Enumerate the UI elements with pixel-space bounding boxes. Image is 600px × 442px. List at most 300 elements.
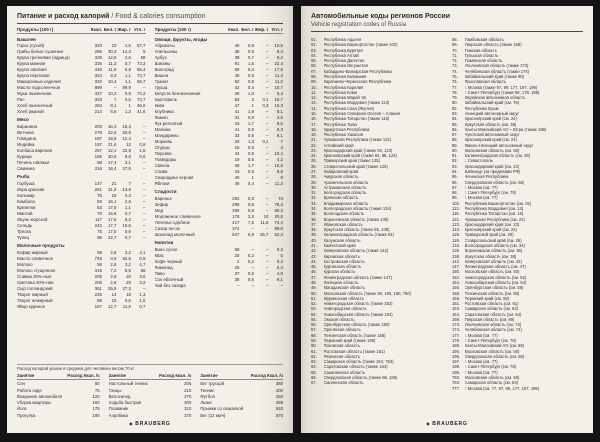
- product-name: Малина: [154, 126, 171, 132]
- value-kcal: 299: [232, 201, 240, 207]
- region-code: 41.: [311, 242, 317, 248]
- region-name: Ямало-Ненецкий автономный округ: [464, 142, 534, 148]
- region-code: 86.: [452, 126, 458, 132]
- value-carbs: 0,9: [139, 255, 146, 261]
- brand-diamond-icon: ◆: [426, 421, 431, 426]
- value-protein: 0,9: [247, 48, 254, 54]
- value-kcal: 26: [234, 264, 240, 270]
- product-name: Макаронные изделия: [17, 78, 61, 84]
- region-name: Еврейская автономная область: [464, 95, 526, 101]
- value-carbs: 11,2: [274, 78, 283, 84]
- value-carbs: 46,6: [136, 102, 146, 108]
- value-protein: 0,8: [247, 207, 254, 213]
- region-code: 173.: [452, 322, 461, 328]
- product-name: Камбала: [17, 198, 35, 204]
- region-name: Владимирская область: [323, 200, 369, 206]
- region-name: Омская область: [323, 316, 355, 322]
- value-carbs: –: [143, 84, 146, 90]
- product-name: Хлеб пшеничный: [17, 102, 53, 108]
- value-kcal: 40: [234, 174, 240, 180]
- product-name: Икра красная: [17, 186, 45, 192]
- region-code: 14.: [311, 105, 317, 111]
- value-fat: –: [266, 180, 269, 186]
- region-code: 142.: [452, 258, 461, 264]
- section-title: Молочные продукты: [17, 243, 65, 249]
- value-kcal: 286: [94, 48, 102, 54]
- product-name: Вино сухое: [154, 246, 178, 252]
- product-name: Квас: [154, 252, 164, 258]
- value-carbs: 10,5: [274, 42, 283, 48]
- page-title-food: [17, 13, 283, 24]
- value-kcal: 316: [94, 165, 102, 171]
- region-code: 79.: [452, 95, 458, 101]
- product-name: Горбуша: [17, 180, 35, 186]
- value-protein: 12,7: [107, 303, 117, 309]
- value-kcal: 899: [94, 84, 102, 90]
- value-fat: –: [266, 144, 269, 150]
- activity-name: Бег (12 км/ч): [200, 412, 226, 418]
- value-carbs: 10,7: [274, 84, 283, 90]
- value-kcal: 83: [97, 198, 102, 204]
- value-carbs: 10,3: [274, 102, 283, 108]
- region-name: Ленинградская область (также 147): [323, 274, 392, 280]
- value-fat: 2,6: [124, 54, 131, 60]
- region-code: 32.: [311, 195, 317, 201]
- region-code: 09.: [311, 79, 317, 85]
- title-en: Vehicle registration codes of Russia: [311, 22, 407, 28]
- region-name: Мурманская область: [323, 295, 364, 301]
- activity-kcal: 570: [275, 412, 284, 418]
- region-name: Республика Татарстан (также 116): [323, 116, 390, 122]
- value-fat: 22,8: [122, 147, 131, 153]
- product-name: Курица: [17, 153, 32, 159]
- product-name: Шоколад молочный: [154, 231, 195, 237]
- region-code: 68.: [452, 37, 458, 42]
- value-kcal: 178: [232, 213, 240, 219]
- value-protein: 6,6: [110, 108, 117, 114]
- value-carbs: –: [143, 216, 146, 222]
- brand-logo: [311, 419, 583, 427]
- product-name: Виноград: [154, 66, 174, 72]
- region-name: г. Санкт-Петербург (также 98, 178, 198): [464, 89, 540, 95]
- activities-rows-1: [17, 381, 100, 419]
- region-code: 23.: [311, 147, 317, 153]
- value-kcal: 214: [94, 108, 102, 114]
- product-name: Окунь морской: [17, 216, 48, 222]
- value-fat: 11,5: [122, 303, 131, 309]
- value-kcal: 38: [234, 48, 240, 54]
- value-fat: 27,3: [122, 285, 131, 291]
- value-carbs: 1,5: [139, 147, 146, 153]
- region-name: Нижегородская область (см. 52): [464, 274, 527, 280]
- value-protein: 2: [251, 96, 254, 102]
- region-name: Ханты-Мансийский АО – Югра (также 186): [464, 126, 547, 132]
- value-protein: 0,8: [247, 144, 254, 150]
- region-name: Волгоградская область (см. 34): [464, 242, 525, 248]
- activity-name: Йога: [17, 406, 27, 412]
- value-carbs: 3,2: [139, 279, 146, 285]
- value-fat: 1: [128, 102, 131, 108]
- region-code: 10.: [311, 84, 317, 90]
- region-code: 71.: [452, 52, 458, 58]
- product-name: Груша: [154, 84, 168, 90]
- value-fat: 7: [128, 180, 131, 186]
- value-kcal: 257: [94, 147, 102, 153]
- value-fat: 14,3: [122, 48, 131, 54]
- value-fat: 99,9: [122, 84, 131, 90]
- region-code: 38.: [311, 227, 317, 233]
- activity-name: Футбол: [200, 393, 215, 399]
- region-name: Тамбовская область: [464, 37, 504, 42]
- product-name: Печень говяжья: [17, 159, 50, 165]
- activity-name: Прыжки со скакалкой: [200, 406, 244, 412]
- region-name: Кировская область: [323, 253, 360, 259]
- region-column-2: [452, 37, 583, 419]
- region-name: Ростовская область (также 161): [323, 348, 385, 354]
- value-carbs: 5: [280, 252, 283, 258]
- product-name: Крупа гречневая (ядрица): [17, 54, 70, 60]
- region-name: Калининградская область (см. 39): [464, 153, 531, 159]
- product-name: Сахар-песок: [154, 225, 181, 231]
- region-code: 113.: [452, 206, 460, 211]
- value-carbs: 6,4: [276, 264, 283, 270]
- header-kcal: Ккал.: [228, 27, 240, 32]
- region-name: Забайкальский край (см. 75): [464, 100, 520, 106]
- value-kcal: 374: [232, 225, 240, 231]
- value-carbs: 3,6: [139, 273, 146, 279]
- region-name: Камчатский край: [323, 242, 356, 248]
- region-code: 88.: [452, 137, 458, 143]
- value-carbs: 3,6: [276, 114, 283, 120]
- value-protein: 1,3: [247, 138, 254, 144]
- value-carbs: 65,4: [136, 66, 146, 72]
- region-code: 91.: [452, 153, 458, 159]
- value-carbs: 0,8: [139, 141, 146, 147]
- value-kcal: 206: [94, 279, 102, 285]
- activities-header: [109, 373, 192, 380]
- value-fat: 8,8: [124, 153, 131, 159]
- value-fat: 1,1: [124, 72, 131, 78]
- region-code: 82.: [452, 105, 458, 111]
- value-kcal: 38: [234, 54, 240, 60]
- region-code: 102.: [452, 200, 461, 206]
- food-column-1: [17, 27, 146, 361]
- value-kcal: 33: [234, 132, 240, 138]
- region-code: 15.: [311, 110, 317, 116]
- region-name: Красноярский край (также 84, 88, 124): [323, 153, 397, 159]
- region-name: Удмуртская Республика: [323, 126, 370, 132]
- value-fat: 0,7: [124, 60, 131, 66]
- region-code: 76.: [452, 79, 458, 85]
- region-name: Чукотский автономный округ: [464, 132, 520, 138]
- value-carbs: –: [143, 222, 146, 228]
- value-kcal: 46: [234, 180, 240, 186]
- activities-column-1: [17, 373, 100, 419]
- value-carbs: 56: [140, 267, 146, 273]
- region-name: Томская область: [464, 47, 497, 53]
- region-name: Ростовская область (см. 61): [464, 301, 519, 307]
- region-code: 94.: [452, 169, 458, 175]
- region-code: 84.: [452, 116, 458, 122]
- region-code: 28.: [311, 174, 317, 180]
- header-protein: Бел. г: [103, 27, 117, 32]
- value-kcal: 187: [94, 135, 102, 141]
- value-kcal: 203: [94, 123, 102, 129]
- product-name: Огурцы: [154, 144, 170, 150]
- region-name: Республика Крым: [464, 105, 499, 111]
- value-carbs: 9,9: [276, 168, 283, 174]
- region-code: 59.: [311, 338, 317, 344]
- product-name: Минтай: [17, 210, 33, 216]
- region-code: 169.: [452, 316, 461, 322]
- region-code: 152.: [452, 274, 461, 280]
- region-name: Красноярский край (см. 24): [464, 227, 517, 233]
- region-name: Амурская область: [323, 174, 359, 180]
- food-column-2: [155, 27, 284, 361]
- value-fat: –: [266, 207, 269, 213]
- value-carbs: 80,3: [274, 207, 283, 213]
- region-name: Республика Татарстан (см. 16): [464, 211, 524, 217]
- activities-column-3: [200, 373, 283, 419]
- region-name: Республика Тыва: [323, 121, 357, 127]
- value-kcal: 329: [94, 54, 102, 60]
- product-name: Мука пшеничная: [17, 90, 52, 96]
- page-left-content: [7, 6, 293, 433]
- region-code: 62.: [311, 353, 317, 359]
- region-code-list: [311, 37, 583, 419]
- value-fat: –: [266, 246, 269, 252]
- product-name: Яйцо куриное: [17, 303, 46, 309]
- value-fat: 20: [126, 279, 131, 285]
- value-kcal: 59: [97, 249, 102, 255]
- region-code: 22.: [311, 142, 317, 148]
- product-name: Помидоры: [154, 156, 177, 162]
- value-carbs: 5,4: [276, 90, 283, 96]
- value-protein: 0,4: [247, 84, 254, 90]
- product-name: Крупа овсяная: [17, 66, 47, 72]
- region-code: 40.: [311, 237, 317, 243]
- value-protein: 22,6: [107, 129, 117, 135]
- region-code: 125.: [452, 232, 461, 238]
- value-protein: 0,9: [247, 42, 254, 48]
- region-code: 159.: [452, 295, 461, 301]
- header-rate: Расход Ккал. /ч: [159, 373, 192, 379]
- product-name: Сыр голландский: [17, 285, 53, 291]
- value-protein: 16,3: [107, 123, 117, 129]
- activity-kcal: 450: [275, 393, 284, 399]
- value-carbs: 57,7: [136, 42, 146, 48]
- region-name: Приморский край (также 125): [323, 158, 380, 164]
- value-fat: 19,5: [122, 222, 131, 228]
- region-name: Московская область (см. 50): [464, 269, 520, 275]
- product-name: Молоко: [17, 261, 33, 267]
- value-protein: 22,7: [107, 234, 117, 240]
- food-row: [17, 166, 146, 172]
- product-name: Крупа перловая: [17, 72, 50, 78]
- header-activity: Занятие: [200, 373, 218, 379]
- product-name: Кальмар: [17, 192, 35, 198]
- value-kcal: 37: [234, 270, 240, 276]
- brand-label: BRAUBERG: [135, 421, 171, 427]
- value-protein: 10,3: [107, 90, 117, 96]
- brand-logo: [17, 419, 283, 427]
- region-code: 21.: [311, 137, 317, 143]
- value-fat: 0,6: [124, 96, 131, 102]
- region-code: 197.: [452, 359, 461, 365]
- region-code: 07.: [311, 68, 317, 74]
- title-ru: Автомобильные коды регионов России: [311, 13, 451, 20]
- page-food-calories: [7, 6, 293, 433]
- activity-name: Плавание: [108, 406, 129, 412]
- region-name: Саратовская область (также 164): [323, 364, 388, 370]
- product-name: Масло сливочное: [17, 255, 54, 261]
- value-fat: 12: [126, 141, 131, 147]
- value-kcal: 75: [97, 192, 102, 198]
- region-name: г. Севастополь: [464, 158, 493, 164]
- product-name: Смородина черная: [154, 174, 194, 180]
- value-protein: 30,3: [107, 48, 117, 54]
- value-protein: 20,8: [107, 153, 117, 159]
- region-code: 134.: [452, 242, 461, 248]
- region-name: Свердловская область (см. 66): [464, 353, 525, 359]
- region-code: 80.: [452, 100, 458, 106]
- region-code: 124.: [452, 227, 461, 233]
- region-name: Республика Дагестан: [323, 58, 365, 64]
- value-protein: 9,3: [110, 72, 117, 78]
- region-name: Республика Коми: [323, 89, 357, 95]
- value-fat: –: [266, 66, 269, 72]
- region-code: 26.: [311, 163, 317, 169]
- region-name: Свердловская область (см. 66): [464, 179, 525, 185]
- product-name: Лимонад: [154, 264, 173, 270]
- value-carbs: –: [143, 192, 146, 198]
- value-fat: –: [266, 174, 269, 180]
- calorie-note: Расход калорий указан в среднем для человека весом 70 кг.: [17, 364, 283, 372]
- region-code: 35.: [311, 211, 317, 217]
- region-name: Ханты-Мансийский АО (см. 86): [464, 343, 525, 349]
- region-name: Чеченская Республика: [464, 174, 509, 180]
- value-carbs: 11,3: [274, 72, 283, 78]
- value-fat: 1,1: [124, 78, 131, 84]
- value-protein: 2,8: [110, 279, 117, 285]
- activity-kcal: 205: [184, 381, 192, 387]
- value-kcal: 68: [234, 246, 240, 252]
- value-kcal: 48: [234, 162, 240, 168]
- region-code: 63.: [311, 359, 317, 365]
- region-name: Московская область (см. 50): [464, 147, 520, 153]
- header-product: Продукты (100 г): [154, 27, 191, 32]
- product-name: Говядина: [17, 135, 37, 141]
- activity-kcal: 400: [275, 387, 284, 393]
- region-code: 64.: [311, 364, 317, 370]
- activity-kcal: 485: [275, 400, 284, 406]
- value-fat: –: [266, 126, 269, 132]
- value-protein: 0,4: [247, 66, 254, 72]
- value-protein: 7,2: [110, 267, 117, 273]
- region-code: 13.: [311, 100, 317, 106]
- region-name: Калужская область: [323, 237, 361, 243]
- value-fat: –: [266, 90, 269, 96]
- region-name: Кемеровская область (см. 42): [464, 258, 522, 264]
- region-name: Краснодарский край (также 93, 123): [323, 147, 393, 153]
- region-name: Республика Карелия: [323, 84, 364, 90]
- value-carbs: –: [143, 180, 146, 186]
- value-carbs: 10,4: [274, 150, 283, 156]
- value-protein: 1,8: [247, 108, 254, 114]
- value-kcal: 69: [234, 66, 240, 72]
- value-kcal: 308: [232, 207, 240, 213]
- value-protein: 0,8: [247, 168, 254, 174]
- value-kcal: 43: [234, 168, 240, 174]
- product-name: Индейка: [17, 141, 35, 147]
- value-carbs: 8,1: [276, 132, 283, 138]
- region-code: 17.: [311, 121, 317, 127]
- region-name: Московская область (см. 50): [464, 375, 520, 380]
- value-fat: 0,3: [262, 102, 269, 108]
- value-fat: 5,8: [124, 66, 131, 72]
- region-name: Самарская область (также 163, 763): [323, 359, 394, 365]
- value-protein: 17,6: [107, 216, 117, 222]
- region-name: Республика Саха (Якутия): [323, 105, 375, 111]
- product-name: Баранина: [17, 123, 37, 129]
- value-kcal: 96: [97, 234, 102, 240]
- value-carbs: 17,5: [274, 66, 283, 72]
- region-code: 25.: [311, 158, 317, 164]
- value-protein: 11,9: [108, 66, 117, 72]
- region-name: Краснодарский край (см. 23): [464, 221, 520, 227]
- value-carbs: 0,7: [139, 303, 146, 309]
- value-protein: 17,7: [107, 222, 117, 228]
- region-code: 48.: [311, 279, 317, 285]
- region-name: Челябинская область (также 174): [464, 68, 530, 74]
- region-code: 18.: [311, 126, 317, 132]
- region-name: Ярославская область: [464, 79, 507, 85]
- region-code: 150.: [452, 269, 461, 275]
- section-title: Напитки: [154, 240, 174, 246]
- product-name: Колбаса вареная: [17, 147, 53, 153]
- value-fat: 11,8: [260, 219, 269, 225]
- region-name: Воронежская область (также 136): [323, 216, 389, 222]
- value-kcal: 332: [94, 78, 102, 84]
- value-kcal: 157: [94, 303, 102, 309]
- activity-name: Ходьба быстрая: [108, 400, 142, 406]
- region-name: Курская область: [323, 269, 356, 275]
- activity-kcal: 120: [92, 393, 100, 399]
- region-code: 85.: [452, 121, 458, 127]
- value-kcal: 86: [97, 297, 102, 303]
- value-fat: 20: [126, 273, 131, 279]
- region-code: 87.: [452, 132, 458, 138]
- value-protein: 0,9: [247, 150, 254, 156]
- value-fat: –: [266, 252, 269, 258]
- region-name: Астраханская область: [323, 184, 367, 190]
- region-name: г. Москва (см. 77): [464, 369, 498, 375]
- value-protein: 6,9: [247, 231, 254, 237]
- product-name: Сок яблочный: [154, 276, 184, 282]
- value-protein: 18: [111, 297, 117, 303]
- value-kcal: 205: [94, 273, 102, 279]
- value-protein: 8,1: [110, 102, 117, 108]
- region-code: 116.: [452, 211, 460, 217]
- region-code: 51.: [311, 295, 317, 301]
- value-fat: –: [266, 72, 269, 78]
- value-carbs: 78,3: [274, 201, 283, 207]
- region-code: 24.: [311, 153, 317, 159]
- value-fat: 1,1: [124, 204, 131, 210]
- product-name: Треска: [17, 228, 31, 234]
- value-protein: 21: [111, 180, 117, 186]
- product-name: Печенье сдобное: [154, 219, 191, 225]
